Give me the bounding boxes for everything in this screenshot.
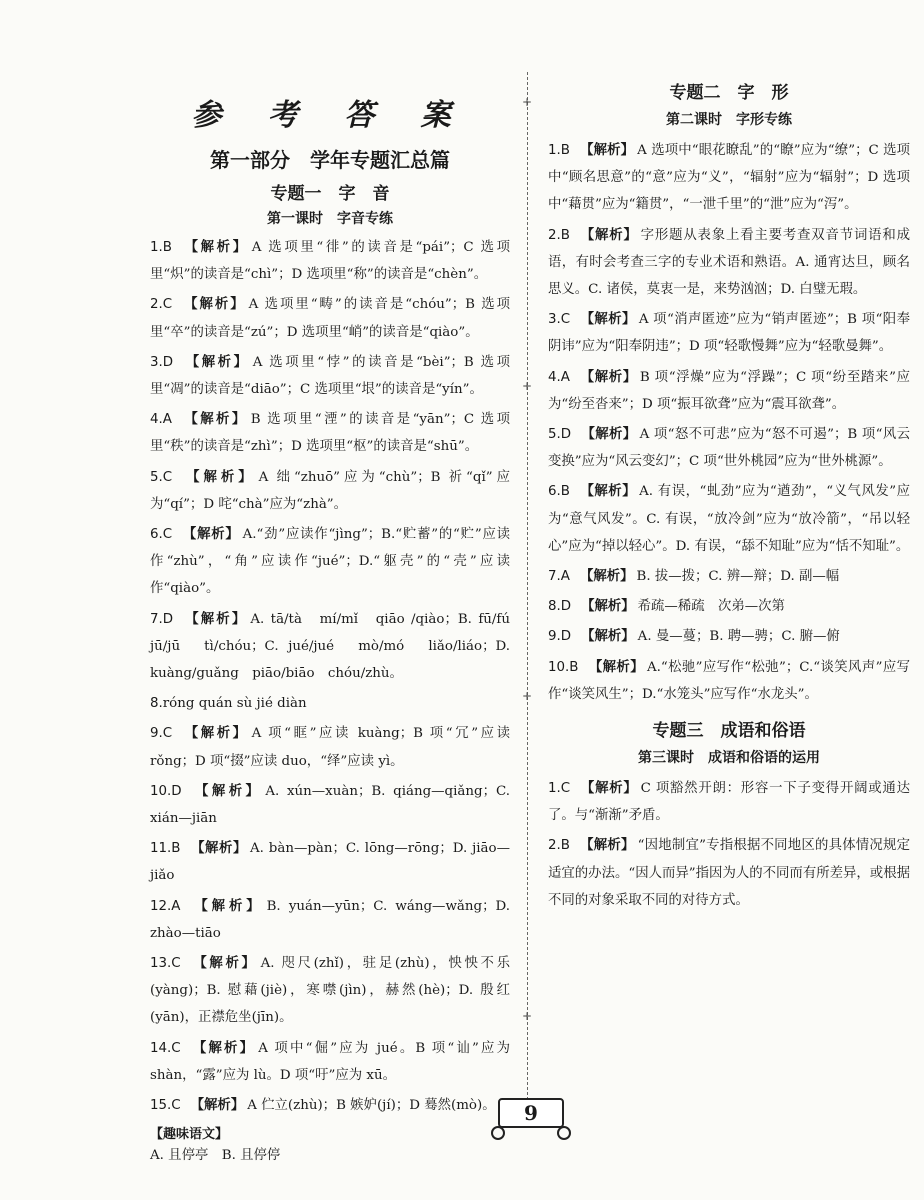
answer-text: B. yuán—yūn；C. wáng—wǎng；D. zhào—tiāo	[150, 898, 510, 941]
answer-item	[150, 835, 510, 889]
page-number-ornament	[491, 1126, 505, 1140]
answer-number: 4.A	[150, 412, 172, 428]
page-title: 参 考 答 案	[191, 98, 469, 133]
answer-number: 1.B	[150, 240, 172, 255]
answer-text: A 项“眶”应读 kuàng；B 项“冗”应读 rǒng；D 项“掇”应读 duo，“绎”应读 yì。	[150, 726, 510, 769]
answer-text: A 项中“倔”应为 jué。B 项“讪”应为 shàn，“露”应为 lù。D 项“吁”应为 xū。	[150, 1040, 510, 1083]
analysis-tag: 【解析】	[581, 427, 637, 443]
answer-number: 10.B	[548, 659, 579, 675]
answer-text: A. 曼—蔓；B. 聘—骋；C. 腑—俯	[637, 629, 840, 645]
answer-item	[150, 893, 510, 947]
left-column	[150, 78, 524, 1173]
answer-text: A. 咫尺(zhǐ)，驻足(zhù)，怏怏不乐(yàng)；B. 慰藉(jiè)，寒噤(jìn)，赫然(hè)；D. 殷红(yān)，正襟危坐(jīn)。	[150, 956, 510, 1026]
answer-text: B 项“浮燥”应为“浮躁”；C 项“纷至踏来”应为“纷至沓来”；D 项“振耳欲聋”应为“震耳欲聋”。	[548, 369, 910, 412]
answer-text: A.“松驰”应写作“松弛”；C.“谈笑风声”应写作“谈笑风生”；D.“水笼头”应写作“水龙头”。	[548, 659, 910, 702]
answer-text: A. bàn—pàn；C. lōng—rōng；D. jiāo—jiǎo	[150, 841, 510, 884]
answer-text: A 选项中“眼花瞭乱”的“瞭”应为“缭”；C 选项中“顾名思意”的“意”应为“义”，“辐射”应为“辐射”；D 选项中“藉贯”应为“籍贯”，“一泄千里”的“泄”应为“泻”。	[548, 143, 910, 213]
analysis-tag: 【解析】	[191, 783, 263, 799]
answer-item	[150, 950, 510, 1032]
answer-item	[548, 137, 910, 219]
analysis-tag: 【解析】	[182, 726, 249, 742]
fun-chinese-answer: A. 且停亭 B. 且停停	[150, 1148, 281, 1164]
answer-text: A 选项里“徘”的读音是“pái”；C 选项里“炽”的读音是“chì”；D 选项里“称”的读音是“chèn”。	[150, 240, 510, 283]
answer-number: 8.D	[548, 599, 572, 615]
answer-item	[548, 306, 910, 360]
analysis-tag: 【解析】	[182, 527, 240, 543]
answer-text: C 项豁然开朗：形容一下子变得开阔或通达了。与“渐渐”矛盾。	[548, 781, 910, 824]
answer-text: A.“劲”应读作“jìng”；B.“贮蓄”的“贮”应读作“zhù”，“角”应读作“jué”；D.“躯壳”的“壳”应读作“qiào”。	[150, 527, 511, 597]
answer-number: 9.D	[548, 629, 572, 645]
answer-item	[150, 464, 510, 518]
page-number-ornament	[557, 1126, 571, 1140]
answer-number: 9.C	[150, 726, 173, 742]
answer-item	[150, 1092, 510, 1119]
answer-item	[548, 222, 910, 304]
answer-item	[150, 720, 510, 774]
answer-item	[548, 775, 910, 829]
answer-number: 3.D	[150, 354, 174, 370]
answer-number: 8.	[150, 696, 163, 712]
divider-mark: +	[521, 379, 533, 393]
answer-item	[548, 478, 910, 560]
analysis-tag: 【解析】	[581, 599, 635, 615]
answer-list	[548, 775, 910, 914]
analysis-tag: 【解析】	[182, 469, 256, 485]
answer-text: “因地制宜”专指根据不同地区的具体情况规定适宜的办法。“因人而异”指因为人的不同而有所差异，或根据不同的对象采取不同的对待方式。	[548, 838, 910, 908]
topic-title: 专题一 字 音	[270, 184, 390, 204]
answer-text: A 伫立(zhù)；B 嫉妒(jí)；D 蓦然(mò)。	[247, 1098, 496, 1114]
answer-number: 3.C	[548, 312, 571, 328]
analysis-tag: 【解析】	[183, 611, 248, 627]
answer-number: 7.D	[150, 611, 174, 627]
answer-item	[150, 778, 510, 832]
answer-number: 2.B	[548, 227, 570, 243]
analysis-tag: 【解析】	[183, 354, 250, 370]
answer-text: A. tā/tà mí/mǐ qiāo /qiào；B. fū/fú jū/jū tì/chóu；C. jué/jué mò/mó liǎo/liáo；D. kuàng/guǎng piāo/biāo chóu/zhù。	[150, 611, 524, 682]
answer-number: 10.D	[150, 783, 182, 799]
page-number: 9	[498, 1098, 564, 1128]
answer-text: A 选项里“悖”的读音是“bèi”；B 选项里“凋”的读音是“diāo”；C 选项里“垠”的读音是“yín”。	[150, 354, 511, 398]
answer-number: 4.A	[548, 369, 570, 385]
answer-number: 6.C	[150, 527, 173, 543]
analysis-tag: 【解析】	[579, 227, 638, 243]
answer-number: 13.C	[150, 956, 181, 972]
fun-chinese-title: 【趣味语文】	[150, 1127, 229, 1143]
answer-item	[150, 1035, 510, 1089]
answer-text: A 项“怒不可悲”应为“怒不可遏”；B 项“风云变换”应为“风云变幻”；C 项“世外桃园”应为“世外桃源”。	[548, 427, 910, 470]
analysis-tag: 【解析】	[182, 297, 246, 313]
answer-item	[548, 654, 910, 708]
divider-mark: +	[521, 689, 533, 703]
answer-item	[150, 349, 510, 403]
answer-item	[548, 563, 910, 590]
analysis-tag: 【解析】	[190, 841, 247, 857]
column-divider	[527, 72, 528, 1120]
analysis-tag: 【解析】	[579, 143, 635, 158]
answer-text: A. xún—xuàn；B. qiáng—qiǎng；C. xián—jiān	[150, 783, 511, 827]
answer-item	[548, 832, 910, 914]
analysis-tag: 【解析】	[579, 369, 637, 385]
divider-mark: +	[521, 95, 533, 109]
answer-list	[548, 137, 910, 708]
analysis-tag: 【解析】	[579, 838, 635, 854]
right-column	[548, 78, 910, 917]
analysis-tag: 【解析】	[190, 1040, 256, 1056]
analysis-tag: 【解析】	[580, 312, 636, 328]
analysis-tag: 【解析】	[579, 569, 634, 585]
answer-number: 12.A	[150, 898, 181, 914]
answer-text: B 选项里“湮”的读音是“yān”；C 选项里“秩”的读音是“zhì”；D 选项里“枢”的读音是“shū”。	[150, 412, 511, 455]
answer-item	[548, 421, 910, 475]
answer-number: 5.C	[150, 469, 173, 485]
answer-item	[548, 364, 910, 418]
analysis-tag: 【解析】	[579, 484, 637, 500]
answer-text: A 项“消声匿迹”应为“销声匿迹”；B 项“阳奉阴讳”应为“阳奉阴违”；D 项“轻歌慢舞”应为“轻歌曼舞”。	[548, 312, 910, 355]
answer-item	[548, 623, 910, 650]
answer-text: A. 有误，“虬劲”应为“遒劲”，“义气风发”应为“意气风发”。C. 有误，“放冷剑”应为“放冷箭”，“吊以轻心”应为“掉以轻心”。D. 有误，“舔不知耻”应为“恬不知耻”。	[548, 484, 911, 554]
part-title: 第一部分 学年专题汇总篇	[210, 148, 450, 172]
answer-number: 11.B	[150, 841, 181, 857]
answer-number: 15.C	[150, 1098, 181, 1114]
lesson-title: 第二课时 字形专练	[666, 112, 792, 128]
answer-number: 1.C	[548, 781, 571, 797]
answer-number: 6.B	[548, 484, 570, 500]
answer-item	[548, 593, 910, 620]
divider-mark: +	[521, 1009, 533, 1023]
answer-item	[150, 690, 510, 717]
analysis-tag: 【解析】	[181, 412, 248, 428]
answer-number: 14.C	[150, 1040, 181, 1056]
analysis-tag: 【解析】	[581, 629, 635, 645]
answer-number: 2.B	[548, 838, 570, 854]
answer-number: 7.A	[548, 569, 570, 585]
answer-text: B. 拔—拨；C. 辨—辩；D. 副—幅	[636, 569, 840, 585]
answer-item	[150, 606, 524, 688]
analysis-tag: 【解析】	[580, 781, 638, 797]
analysis-tag: 【解析】	[190, 1098, 245, 1114]
analysis-tag: 【解析】	[588, 659, 644, 675]
analysis-tag: 【解析】	[190, 898, 264, 914]
answer-text: 字形题从表象上看主要考查双音节词语和成语，有时会考查三字的专业术语和熟语。A. 通宵达旦，顾名思义。C. 诸侯，莫衷一是，来势汹汹；D. 白璧无瑕。	[548, 227, 910, 298]
analysis-tag: 【解析】	[181, 240, 249, 255]
answer-number: 5.D	[548, 427, 572, 443]
lesson-title: 第三课时 成语和俗语的运用	[638, 750, 820, 767]
answer-text: A 绌“zhuō”应为“chù”；B 祈“qǐ”应为“qí”；D 咤“chà”应为“zhà”。	[150, 469, 510, 512]
answer-item	[150, 521, 510, 603]
answer-item	[150, 406, 510, 460]
answer-text: róng quán sù jié diàn	[162, 696, 307, 712]
answer-number: 1.B	[548, 143, 570, 158]
answer-item	[150, 291, 510, 345]
lesson-title: 第一课时 字音专练	[267, 211, 393, 227]
topic-title: 专题三 成语和俗语	[652, 721, 806, 742]
topic-title: 专题二 字 形	[669, 83, 789, 103]
answer-text: A 选项里“畴”的读音是“chóu”；B 选项里“卒”的读音是“zú”；D 选项里“峭”的读音是“qiào”。	[150, 297, 511, 340]
analysis-tag: 【解析】	[190, 956, 258, 972]
answer-list	[150, 234, 524, 1119]
answer-item	[150, 234, 510, 288]
answer-text: 希疏—稀疏 次弟—次第	[637, 599, 785, 615]
answer-number: 2.C	[150, 297, 173, 313]
